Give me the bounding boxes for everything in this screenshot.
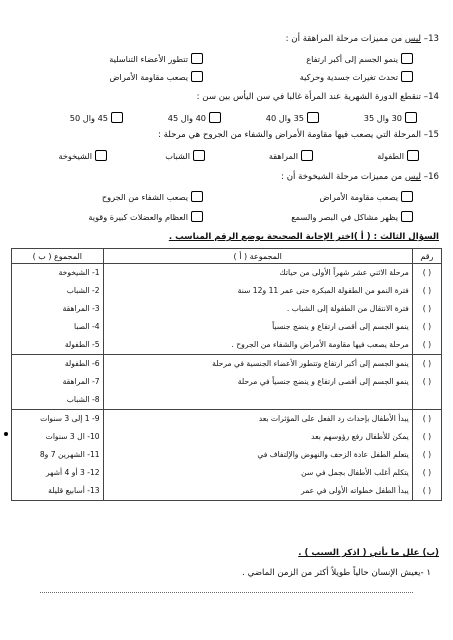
negation-word: ليس [404,34,422,44]
question-16: 16– ليس من مميزات مرحلة الشيخوخة أن : [281,172,439,182]
q15-option-2[interactable]: المراهقة [269,150,313,161]
group-b-items [12,355,104,410]
negation-word: ليس [404,172,422,182]
list-item: ينمو الجسم إلى أقصى ارتفاع و ينضج جنسياً [272,322,409,331]
list-item: 5- الطفولة [64,340,100,349]
question-number: 13 [428,34,439,44]
q16-option-2[interactable]: يصعب الشفاء من الجروح [102,191,203,202]
answer-slot[interactable]: ( ) [422,450,432,459]
q16-option-1[interactable]: يصعب مقاومة الأمراض [320,191,413,202]
list-item: يتكلم أغلب الأطفال بجمل في سن [301,468,409,477]
table-row-group-2 [12,355,442,410]
list-item: 8- الشباب [66,395,100,404]
list-item: يمكن للأطفال رفع رؤوسهم بعد [311,432,409,441]
q13-option-2[interactable]: تتطور الأعضاء التناسلية [109,53,203,64]
group-a-items [103,264,412,355]
list-item: 11- الشهرين 7 و8 [39,450,100,459]
answer-slot[interactable]: ( ) [422,322,432,331]
list-item: ينمو الجسم إلى أكبر ارتفاع وتتطور الأعضاء الجنسية في مرحلة [212,359,409,368]
list-item: فترة الانتقال من الطفولة إلى الشباب . [286,304,409,313]
q15-option-1[interactable]: الطفولة [377,150,419,161]
section-3-title: السؤال الثالث : ( أ )اختر الإجابة الصحيحة بوضع الرقم المناسب . [168,232,439,242]
q13-option-4[interactable]: يصعب مقاومة الأمراض [110,71,203,82]
table-row-group-3 [12,410,442,501]
group-b-items [12,264,104,355]
q15-option-4[interactable]: الشيخوخة [58,150,107,161]
checkbox[interactable] [209,112,221,123]
q14-option-4[interactable]: 45 وال 50 [70,112,123,123]
answer-slot[interactable]: ( ) [422,304,432,313]
list-item: يبدأ الطفل خطواته الأولى في عمر [301,486,409,495]
answer-slot[interactable]: ( ) [422,414,432,423]
header-num: رقم [412,249,441,264]
checkbox[interactable] [405,112,417,123]
list-item: يتعلم الطفل عادة الزحف والنهوض والإلتفاف في [257,450,409,459]
list-item: 10- ال 3 سنوات [45,432,100,441]
header-group-a: المجموعة ( أ ) [103,249,412,264]
list-item: مرحلة يصعب فيها مقاومة الأمراض والشفاء من الجروح . [231,340,409,349]
checkbox[interactable] [111,112,123,123]
checkbox[interactable] [191,211,203,222]
list-item: 2- الشباب [66,286,100,295]
q14-option-1[interactable]: 30 وال 35 [364,112,417,123]
q14-option-3[interactable]: 40 وال 45 [168,112,221,123]
checkbox[interactable] [191,71,203,82]
matching-table [11,248,442,501]
list-item: فترة النمو من الطفولة المبكرة حتى عمر 11 و12 سنة [237,286,409,295]
checkbox[interactable] [401,211,413,222]
checkbox[interactable] [191,191,203,202]
table-row-group-1 [12,264,442,355]
q14-option-2[interactable]: 35 وال 40 [266,112,319,123]
list-item: 13- أسابيع قليلة [48,486,100,495]
answer-slot[interactable]: ( ) [422,432,432,441]
q13-option-3[interactable]: تحدث تغيرات جسدية وحركية [300,71,413,82]
section-b-title: (ب) علل ما يأتي ( اذكر السبب ) . [298,548,439,558]
question-14: 14– تنقطع الدورة الشهرية عند المرأة غالبا في سن اليأس بين سن : [196,92,439,102]
checkbox[interactable] [307,112,319,123]
answer-slots [412,410,441,501]
list-item: 4- الصبا [74,322,100,331]
q15-option-3[interactable]: الشباب [165,150,205,161]
answer-slot[interactable]: ( ) [422,268,432,277]
bullet-dot [4,432,8,436]
checkbox[interactable] [193,150,205,161]
list-item: 3- المراهقة [62,304,100,313]
group-a-items [103,355,412,410]
list-item: مرحلة الاثني عشر شهراً الأولى من حياتك [279,268,409,277]
group-a-items [103,410,412,501]
answer-slots [412,264,441,355]
checkbox[interactable] [401,53,413,64]
answer-slot[interactable]: ( ) [422,286,432,295]
checkbox[interactable] [401,191,413,202]
answer-slot[interactable]: ( ) [422,359,432,368]
answer-slots [412,355,441,410]
q16-option-4[interactable]: العظام والعضلات كبيرة وقوية [88,211,203,222]
question-15: 15– المرحلة التي يصعب فيها مقاومة الأمراض والشفاء من الجروح هي مرحلة : [158,130,439,140]
checkbox[interactable] [191,53,203,64]
checkbox[interactable] [407,150,419,161]
checkbox[interactable] [95,150,107,161]
table-header-row [12,249,442,264]
q16-option-3[interactable]: يظهر مشاكل في البصر والسمع [291,211,413,222]
checkbox[interactable] [301,150,313,161]
checkbox[interactable] [401,71,413,82]
answer-slot[interactable]: ( ) [422,340,432,349]
list-item: 12- 3 أو 4 أشهر [45,468,100,477]
list-item: 1- الشيخوخة [58,268,100,277]
question-number: 16 [428,172,439,182]
q13-option-1[interactable]: ينمو الجسم إلى أكبر ارتفاع [306,53,413,64]
header-group-b: المجموع ( ب ) [12,249,104,264]
list-item: يبدأ الأطفال بإحداث رد الفعل على المؤثرات بعد [258,414,409,423]
answer-slot[interactable]: ( ) [422,468,432,477]
group-b-items [12,410,104,501]
list-item: 7- المراهقة [62,377,100,386]
list-item: 9- 1 إلى 3 سنوات [40,414,100,423]
question-13: 13– ليس من مميزات مرحلة المراهقة أن : [285,34,439,44]
list-item: ينمو الجسم إلى أقصى ارتفاع و ينضج جنسياً في مرحلة [237,377,409,386]
answer-line[interactable] [40,592,413,593]
section-b-item-1: ١ -يعيش الإنسان حالياً طويلاً أكثر من الزمن الماضي . [242,568,431,578]
answer-slot[interactable]: ( ) [422,486,432,495]
answer-slot[interactable]: ( ) [422,377,432,386]
list-item: 6- الطفولة [64,359,100,368]
